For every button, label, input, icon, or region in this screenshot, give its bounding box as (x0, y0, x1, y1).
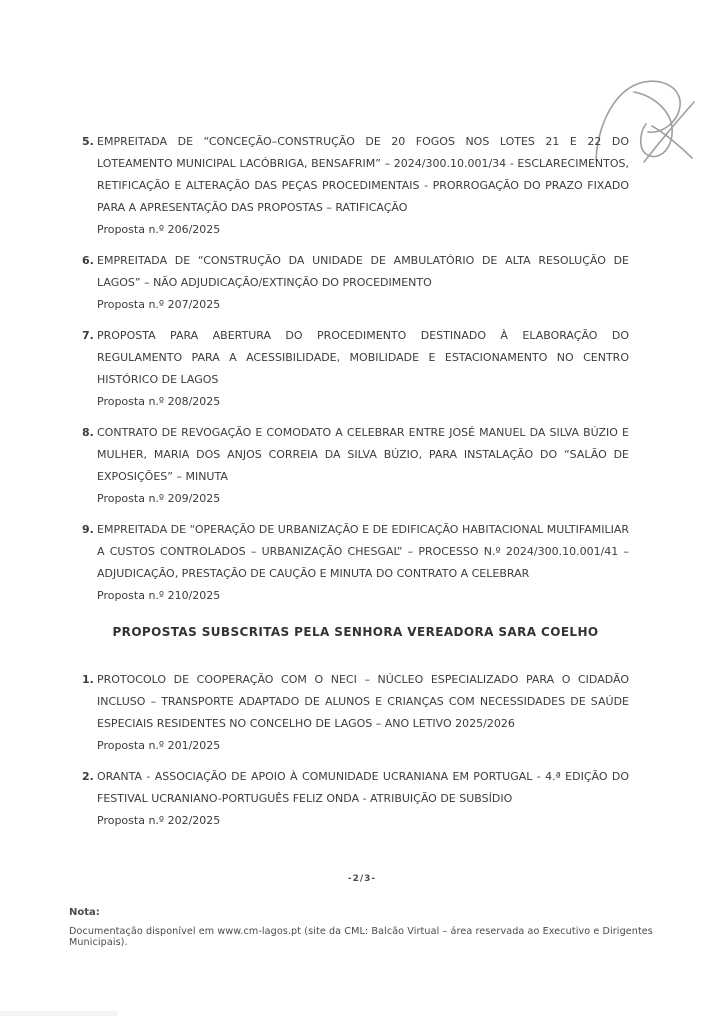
item-title: ORANTA - ASSOCIAÇÃO DE APOIO À COMUNIDADE UCRANIANA EM PORTUGAL - 4.ª EDIÇÃO DO FESTIVAL UCRANIANO-PORTUGUÊS FELIZ ONDA - ATRIBUIÇÃO DE SUBSÍDIO (97, 770, 629, 805)
page-number: -2/3- (347, 874, 377, 884)
item-title: CONTRATO DE REVOGAÇÃO E COMODATO A CELEBRAR ENTRE JOSÉ MANUEL DA SILVA BÚZIO E MULHER, MARIA DOS ANJOS CORREIA DA SILVA BÚZIO, PARA INSTALAÇÃO DO “SALÃO DE EXPOSIÇÕES” – MINUTA (97, 426, 629, 483)
item-number: 1. (82, 673, 94, 686)
item-proposal-number: Proposta n.º 209/2025 (97, 492, 221, 505)
agenda-item (82, 422, 629, 510)
item-title: EMPREITADA DE “CONSTRUÇÃO DA UNIDADE DE AMBULATÓRIO DE ALTA RESOLUÇÃO DE LAGOS” – NÃO ADJUDICAÇÃO/EXTINÇÃO DO PROCEDIMENTO (97, 254, 629, 289)
item-proposal-number: Proposta n.º 201/2025 (97, 739, 221, 752)
agenda-content (82, 131, 629, 841)
agenda-item (82, 766, 629, 832)
item-proposal-number: Proposta n.º 207/2025 (97, 298, 221, 311)
item-proposal-number: Proposta n.º 206/2025 (97, 223, 221, 236)
item-number: 6. (82, 254, 94, 267)
agenda-item (82, 325, 629, 413)
agenda-item (82, 250, 629, 316)
item-title: PROTOCOLO DE COOPERAÇÃO COM O NECI – NÚCLEO ESPECIALIZADO PARA O CIDADÃO INCLUSO – TRANSPORTE ADAPTADO DE ALUNOS E CRIANÇAS COM NECESSIDADES DE SAÚDE ESPECIAIS RESIDENTES NO CONCELHO DE LAGOS – ANO LETIVO 2025/2026 (97, 673, 629, 730)
footer-note (69, 907, 684, 948)
agenda-item (82, 669, 629, 757)
item-title: EMPREITADA DE “OPERAÇÃO DE URBANIZAÇÃO E DE EDIFICAÇÃO HABITACIONAL MULTIFAMILIAR A CUSTOS CONTROLADOS – URBANIZAÇÃO CHESGAL” – PROCESSO N.º 2024/300.10.001/41 – ADJUDICAÇÃO, PRESTAÇÃO DE CAUÇÃO E MINUTA DO CONTRATO A CELEBRAR (97, 523, 629, 580)
item-proposal-number: Proposta n.º 210/2025 (97, 589, 221, 602)
section-heading: PROPOSTAS SUBSCRITAS PELA SENHORA VEREADORA SARA COELHO (112, 625, 599, 639)
item-number: 8. (82, 426, 94, 439)
note-text: Documentação disponível em www.cm-lagos.pt (site da CML: Balcão Virtual – área reservada ao Executivo e Dirigentes Municipais). (69, 926, 653, 948)
item-title: PROPOSTA PARA ABERTURA DO PROCEDIMENTO DESTINADO À ELABORAÇÃO DO REGULAMENTO PARA A ACESSIBILIDADE, MOBILIDADE E ESTACIONAMENTO NO CENTRO HISTÓRICO DE LAGOS (97, 329, 629, 386)
item-number: 7. (82, 329, 94, 342)
agenda-item (82, 131, 629, 241)
item-number: 2. (82, 770, 94, 783)
item-number: 5. (82, 135, 94, 148)
item-proposal-number: Proposta n.º 208/2025 (97, 395, 221, 408)
item-proposal-number: Proposta n.º 202/2025 (97, 814, 221, 827)
agenda-item (82, 519, 629, 607)
item-title: EMPREITADA DE “CONCEÇÃO–CONSTRUÇÃO DE 20 FOGOS NOS LOTES 21 E 22 DO LOTEAMENTO MUNICIPAL LACÓBRIGA, BENSAFRIM” – 2024/300.10.001/34 - ESCLARECIMENTOS, RETIFICAÇÃO E ALTERAÇÃO DAS PEÇAS PROCEDIMENTAIS - PRORROGAÇÃO DO PRAZO FIXADO PARA A APRESENTAÇÃO DAS PROPOSTAS – RATIFICAÇÃO (97, 135, 629, 214)
note-label: Nota: (69, 907, 100, 918)
scan-artifact (0, 1011, 118, 1016)
item-number: 9. (82, 523, 94, 536)
